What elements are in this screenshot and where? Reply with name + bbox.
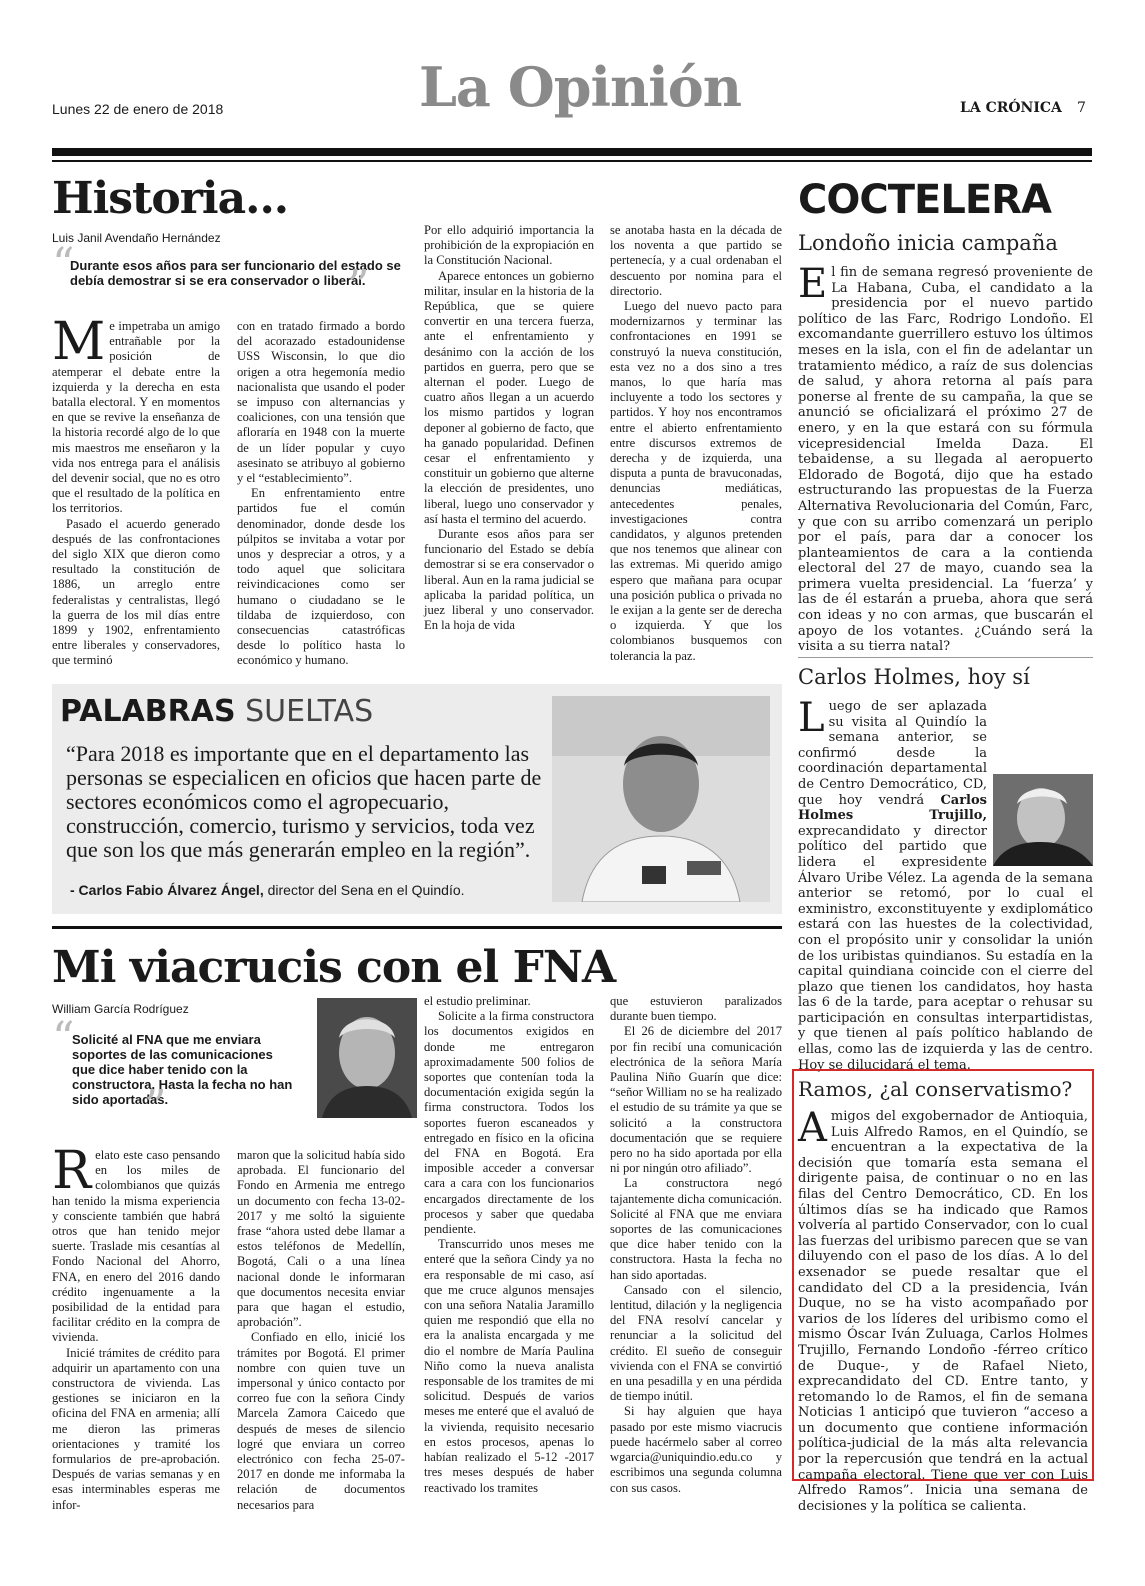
article-fna (52, 930, 782, 1530)
portrait-icon (317, 998, 417, 1118)
paragraph: Confiado en ello, inicié los trámites por Bogotá. El primer nombre con quien tuve un impersonal y único contacto por correo fue con la señora Cindy Marcela Zamora Caicedo que después de meses de silencio logré que enviara un correo electrónico con fecha 25-07-2017 en donde me informaba la relación de documentos necesarios para (237, 1330, 405, 1512)
issue-date: Lunes 22 de enero de 2018 (52, 101, 224, 117)
paragraph: con en tratado firmado a bordo del acorazado estadounidense USS Wisconsin, lo que dio origen a otra hegemonía medio nacionalista que usando el poder se impuso con alternancias y coaliciones, con una tensión que afloraría en 1948 con la muerte de un líder popular y cuyo asesinato se atribuyo al gobierno y el “establecimiento”. (237, 319, 405, 486)
item-subhead: Londoño inicia campaña (798, 231, 1058, 255)
palabras-sueltas-box (52, 684, 782, 914)
dropcap: M (52, 312, 106, 372)
newspaper-name: LA CRÓNICA (960, 100, 1062, 116)
section-rule (52, 926, 782, 929)
paragraph: Durante esos años para ser funcionario del Estado se debía demostrar si se era conservador o liberal. Aun en la rama judicial se aplicaba la paridad política, un juez liberal y uno conservador. En la hoja de vida (424, 527, 594, 633)
fna-column-2 (237, 1148, 405, 1513)
item-subhead: Carlos Holmes, hoy sí (798, 665, 1030, 689)
article-historia (52, 165, 782, 668)
portrait-icon (552, 696, 770, 902)
coctelera-column (798, 165, 1093, 1515)
paragraph: Transcurrido unos meses me enteré que la señora Cindy ya no era responsable de mi caso, así que me cruce algunos mensajes con una señora Natalia Jaramillo quien me respondió que ella no era la analista encargada y me dio el nombre de María Paulina Niño como la nueva analista responsable de los tramites de mi solicitud. Después de varios meses me enteré que el avaluó de la vivienda, requisito necesario en estos procesos, apenas lo habían realizado el 5-12 -2017 tres meses después de haber reactivado los tramites (424, 1237, 594, 1495)
item-subhead: Ramos, ¿al conservatismo? (798, 1077, 1073, 1101)
portrait-icon (993, 774, 1093, 866)
box-title-bold: PALABRAS (60, 694, 236, 729)
portrait-photo (552, 696, 770, 902)
section-title: La Opinión (418, 55, 742, 119)
highlight-box (792, 1069, 1094, 1514)
open-quote-icon: “ (52, 1013, 75, 1064)
pull-quote-text: Durante esos años para ser funcionario del estado se debía demostrar si se era conservador o liberal. (70, 258, 401, 288)
item-text: migos del exgobernador de Antioquia, Luis Alfredo Ramos, en el Quindío, se encuentran a la expectativa de la decisión que tomaría esta semana el dirigente paisa, de continuar o no en las filas del Centro Democrático, CD. En los últimos días se ha indicado que Ramos volvería al partido Conservador, con lo cual las fuerzas del uribismo parecen que se van diluyendo con el paso de los días. A lo del exsenador se puede resaltar que el candidato del CD a la presidencia, Iván Duque, no se ha visto acompañado por varios de los líderes del uribismo como el mismo Óscar Iván Zuluaga, Carlos Holmes Trujillo, Fernando Londoño -férreo crítico de Duque-, y de Rafael Nieto, exprecandidato del CD. Entre tanto, y retomando lo de Ramos, el fin de semana Noticias 1 anticipó que tuvieron “acceso a un documento que contiene información política-judicial de la más alta relevancia por la repercusión que tendrá en la actual campaña electoral. Tiene que ver con Luis Alfredo Ramos”. Inicia una semana de decisiones y la política se calienta. (798, 1109, 1088, 1514)
dropcap: A (798, 1105, 827, 1151)
coctelera-item-1 (798, 231, 1093, 655)
paragraph: Pasado el acuerdo generado después de las confrontaciones del siglo XIX que dieron como resultado la constitución de 1886, un arreglo entre federalistas y centralistas, llegó la guerra de los mil días entre 1899 y 1902, enfrentamiento entre liberales y conservadores, que terminó (52, 516, 220, 668)
holmes-photo (993, 774, 1093, 866)
paragraph: El 26 de diciembre del 2017 por fin recibí una comunicación electrónica de la señora María Paulina Niño Guarín que dice: “señor William no se ha realizado el estudio de su trámite ya que se solicitó a la constructora documentación que se requiere pero no ha sido aportada por ella ni por ningún otro afiliado”. (610, 1024, 782, 1176)
attribution-name: - Carlos Fabio Álvarez Ángel, (70, 882, 264, 898)
close-quote-icon: ” (347, 261, 370, 312)
coctelera-item-2 (798, 665, 1093, 1073)
item-text: exprecandidato y director político del partido que lidera el expresidente Álvaro Uribe Vélez. La agenda de la semana anterior se retomó, por lo cual el exministro, exconstituyente y exdiplomático estará con las huestes de la colectividad, con el propósito unir y consolidar la unión de los uribistas quindianos. Su estadía en la capital quindiana coincide con el cierre del plazo que tienen los candidatos, hoy hasta las 6 de la tarde, para aceptar o rehusar su participación en consultas interpartidistas, y que tienen al país político hablando de ellas, como las de izquierda y las de centro. Hoy se dilucidará el tema. (798, 823, 1093, 1073)
box-quote: “Para 2018 es importante que en el departamento las personas se especialicen en oficios que hacen parte de sectores económicos como el agropecuario, construcción, comercio, turismo y servicios, toda vez que son los que más generarán empleo en la región”. (66, 741, 542, 862)
page-header (0, 0, 1145, 162)
dropcap: R (52, 1141, 92, 1201)
paragraph: elato este caso pensando en los miles de colombianos que quizás han tenido la misma experiencia y consciente también que habrá otros que han tenido mejor suerte. Traslade mis cesantías al Fondo Nacional del Ahorro, FNA, en enero del 2016 dando crédito ingenuamente a la posibilidad de la entidad para facilitar crédito en la compra de vivienda. (52, 1148, 220, 1345)
header-rule (52, 148, 1092, 156)
article-title: Historia... (52, 173, 289, 224)
box-title (60, 694, 373, 729)
attribution-role: director del Sena en el Quindío. (263, 882, 465, 898)
paragraph: que estuvieron paralizados durante buen tiempo. (610, 994, 782, 1024)
item-text: uego de ser aplazada su visita al Quindío la semana anterior, se confirmó desde la coordinación departamental de Centro Democrático, CD, que hoy vendrá (798, 699, 987, 808)
coctelera-item-3 (798, 1077, 1088, 1514)
open-quote-icon: “ (52, 239, 75, 290)
dropcap: E (798, 261, 828, 307)
author-photo (317, 998, 417, 1118)
article-author: William García Rodríguez (52, 1002, 189, 1016)
paragraph: e impetraba un amigo entrañable por la posición de atemperar el debate entre la izquierda y la derecha en esta batalla electoral. Y en momentos en que se revive la enseñanza de la historia recordé algo de lo que mis maestros me enseñaron y la vida nos entrega para el análisis del devenir social, que no es otro que el resultado de la política en los territorios. (52, 319, 220, 516)
historia-column-3 (424, 223, 594, 633)
fna-column-4 (610, 994, 782, 1496)
dropcap: L (798, 695, 825, 741)
item-divider (798, 657, 1093, 658)
article-author: Luis Janil Avendaño Hernández (52, 231, 221, 245)
paragraph: Luego del nuevo pacto para modernizarnos y terminar las confrontaciones en 1991 se construyó la nueva constitución, esta vez no a dos sino a tres manos, lo que haría mas incluyente a todo los sectores y partidos. Y hoy nos encontramos entre el abierto enfrentamiento entre discursos extremos de derecha y de izquierda, una disputa a punta de bravuconadas, denuncias mediáticas, antecedentes penales, investigaciones contra candidatos, y algunos pretenden que nos tenemos que alinear con las extremas. Mi querido amigo espero que mañana para ocupar una posición publica o privada no le exijan a la gente ser de derecha o izquierda. Y que los colombianos busquemos con tolerancia la paz. (610, 299, 782, 663)
item-highlight-name: Carlos Holmes Trujillo, (798, 792, 987, 824)
box-attribution (70, 882, 465, 898)
fna-column-3 (424, 994, 594, 1496)
paragraph: Aparece entonces un gobierno militar, insular en la historia de la República, que se quiere convertir en una tercera fuerza, ante el enfrentamiento y desánimo con la acción de los partidos en guerra, pero que se alternan el poder. Luego de cuatro años llegan a un acuerdo los mismo partidos y logran deponer al gobierno de facto, que ha ganado popularidad. Definen cesar el enfrentamiento y constituir un gobierno que alterne la elección de presidentes, uno liberal, luego uno conservador y así hasta el termino del acuerdo. (424, 268, 594, 526)
paragraph: se anotaba hasta en la década de los noventa a que partido se pertenecía, y a cual ordenaban el descuento por nomina para el directorio. (610, 223, 782, 298)
paragraph: el estudio preliminar. (424, 994, 531, 1008)
column-title: COCTELERA (798, 177, 1051, 223)
paragraph: La constructora negó tajantemente dicha comunicación. Solicité al FNA que me enviara soportes de las comunicaciones que dice haber tenido con la constructora. Hasta la fecha no han sido aportadas. (610, 1176, 782, 1282)
pull-quote-text: Solicité al FNA que me enviara soportes de las comunicaciones que dice haber tenido con la constructora. Hasta la fecha no han sido aportadas. (72, 1032, 293, 1107)
paragraph: Por ello adquirió importancia la prohibición de la expropiación en la Constitución Nacional. (424, 223, 594, 268)
paragraph: Solicite a la firma constructora los documentos exigidos en donde me entregaron aproximadamente 500 folios de soportes que contenían toda la documentación exigida según la firma constructora. Todos los soportes fueron escaneados y entregado en físico en la oficina del FNA en Bogotá. Era imposible acceder a conversar cara a cara con los funcionarios encargados directamente de los procesos y saber que quedaba pendiente. (424, 1009, 594, 1237)
box-title-light: SUELTAS (245, 694, 374, 729)
paragraph: Cansado con el silencio, lentitud, dilación y la negligencia del FNA resolví cancelar y renunciar a la solicitud del crédito. El sueño de conseguir vivienda con el FNA se convirtió en una pesadilla y en una pérdida de tiempo inútil. (610, 1282, 782, 1404)
historia-column-1 (52, 312, 220, 669)
historia-column-2 (237, 319, 405, 669)
page-number: 7 (1077, 100, 1086, 116)
article-title: Mi viacrucis con el FNA (52, 942, 616, 993)
paragraph: En enfrentamiento entre partidos fue el común denominador, donde desde los púlpitos se invitaba a votar por unos y despreciar a otros, y a todo aquel que solicitara reivindicaciones como ser humano o ciudadano se le tildaba de izquierdoso, con consecuencias catastróficas desde lo político hasta lo económico y humano. (237, 486, 405, 668)
fna-column-1 (52, 1141, 220, 1513)
paragraph: maron que la solicitud había sido aprobada. El funcionario del Fondo en Armenia me entrego un documento con fecha 13-02-2017 y me soltó la siguiente frase “ahora usted debe llamar a estos teléfonos de Medellín, Bogotá, Cali o a una línea nacional donde le informaran que documentos necesita enviar para que hagan el estudio, aprobación”. (237, 1148, 405, 1330)
paragraph: Si hay alguien que haya pasado por este mismo viacrucis puede hacérmelo saber al correo wgarcia@uniquindio.edu.co y escribimos una segunda columna con sus casos. (610, 1404, 782, 1495)
historia-column-4 (610, 223, 782, 664)
close-quote-icon: ” (144, 1081, 167, 1132)
item-text: l fin de semana regresó proveniente de La Habana, Cuba, el candidato a la presidencia por el nuevo partido político de las Farc, Rodrigo Londoño. El excomandante guerrillero estuvo los últimos meses en la isla, con el fin de adelantar un tratamiento médico, a raíz de sus dolencias de salud, y ahora retorna al país para ponerse al frente de su campaña, la que se anunció se oficializará el próximo 27 de enero, y en la que estará con su fórmula vicepresidencial Imelda Daza. El tebaidense, a su llegada al aeropuerto Eldorado de Bogotá, dijo que ha estado estructurando las propuestas de la Fuerza Alternativa Revolucionaria del Común, Farc, y que con su arribo comenzará un periplo por el país, para dar a conocer los planteamientos de cara a la contienda electoral del 27 de mayo, cuando sea la primera vuelta presidencial. La ‘fuerza’ y las de él estarán a prueba, ahora que será con ideas y no con armas, que buscarán el apoyo de los votantes. ¿Cuándo será la visita a su tierra natal? (798, 265, 1093, 655)
header-rule-thin (52, 160, 1092, 162)
paragraph: Inicié trámites de crédito para adquirir un apartamento con una constructora de vivienda. Las gestiones se iniciaron en la oficina del FNA en armenia; allí me dieron las primeras orientaciones y tramité los formularios de pre-aprobación. Después de varias semanas y en esas interminables esperas me infor- (52, 1345, 220, 1512)
